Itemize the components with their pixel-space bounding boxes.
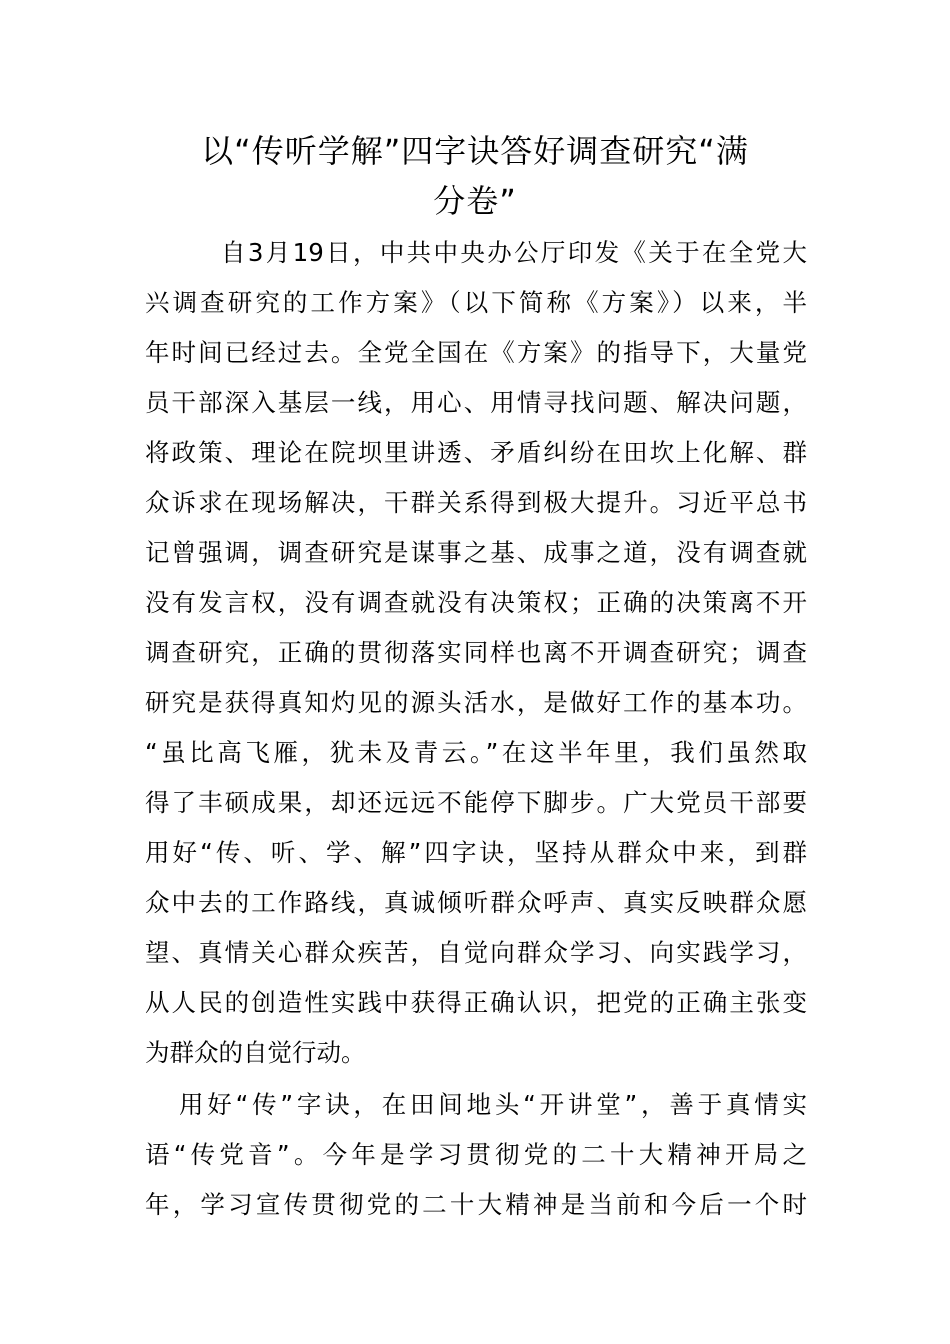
text-line: 得了丰硕成果，却还远远不能停下脚步。广大党员干部要 [145, 788, 807, 817]
text-line: 记曾强调，调查研究是谋事之基、成事之道，没有调查就 [145, 538, 807, 567]
text-line: 众诉求在现场解决，干群关系得到极大提升。习近平总书 [145, 488, 807, 517]
title-line-2: 分卷” [433, 182, 517, 220]
text-line: 自3月19日，中共中央办公厅印发《关于在全党大 [221, 238, 807, 267]
text-line: 年时间已经过去。全党全国在《方案》的指导下，大量党 [145, 338, 807, 367]
text-line: 研究是获得真知灼见的源头活水，是做好工作的基本功。 [145, 688, 807, 717]
title-line-1: 以“传听学解”四字诀答好调查研究“满 [201, 132, 749, 170]
document-body [145, 228, 807, 1230]
text-line: “虽比高飞雁，犹未及青云。”在这半年里，我们虽然取 [145, 738, 807, 767]
text-line: 用好“传”字诀，在田间地头“开讲堂”，善于真情实 [179, 1090, 807, 1119]
text-line: 从人民的创造性实践中获得正确认识，把党的正确主张变 [145, 988, 807, 1017]
text-line: 将政策、理论在院坝里讲透、矛盾纠纷在田坎上化解、群 [145, 438, 807, 467]
text-line: 没有发言权，没有调查就没有决策权；正确的决策离不开 [145, 588, 807, 617]
text-line: 为群众的自觉行动。 [145, 1038, 366, 1067]
text-line: 调查研究，正确的贯彻落实同样也离不开调查研究；调查 [145, 638, 807, 667]
text-line: 用好“传、听、学、解”四字诀，坚持从群众中来，到群 [145, 838, 807, 867]
text-line: 员干部深入基层一线，用心、用情寻找问题、解决问题， [145, 388, 807, 417]
paragraph-2 [145, 1080, 807, 1230]
text-line: 语“传党音”。今年是学习贯彻党的二十大精神开局之 [145, 1140, 807, 1169]
text-line: 众中去的工作路线，真诚倾听群众呼声、真实反映群众愿 [145, 888, 807, 917]
text-line: 望、真情关心群众疾苦，自觉向群众学习、向实践学习， [145, 938, 807, 967]
document-title [145, 126, 805, 226]
text-line: 年，学习宣传贯彻党的二十大精神是当前和今后一个时 [145, 1190, 807, 1219]
text-line: 兴调查研究的工作方案》（以下简称《方案》）以来，半 [145, 288, 807, 317]
paragraph-1 [145, 228, 807, 1078]
